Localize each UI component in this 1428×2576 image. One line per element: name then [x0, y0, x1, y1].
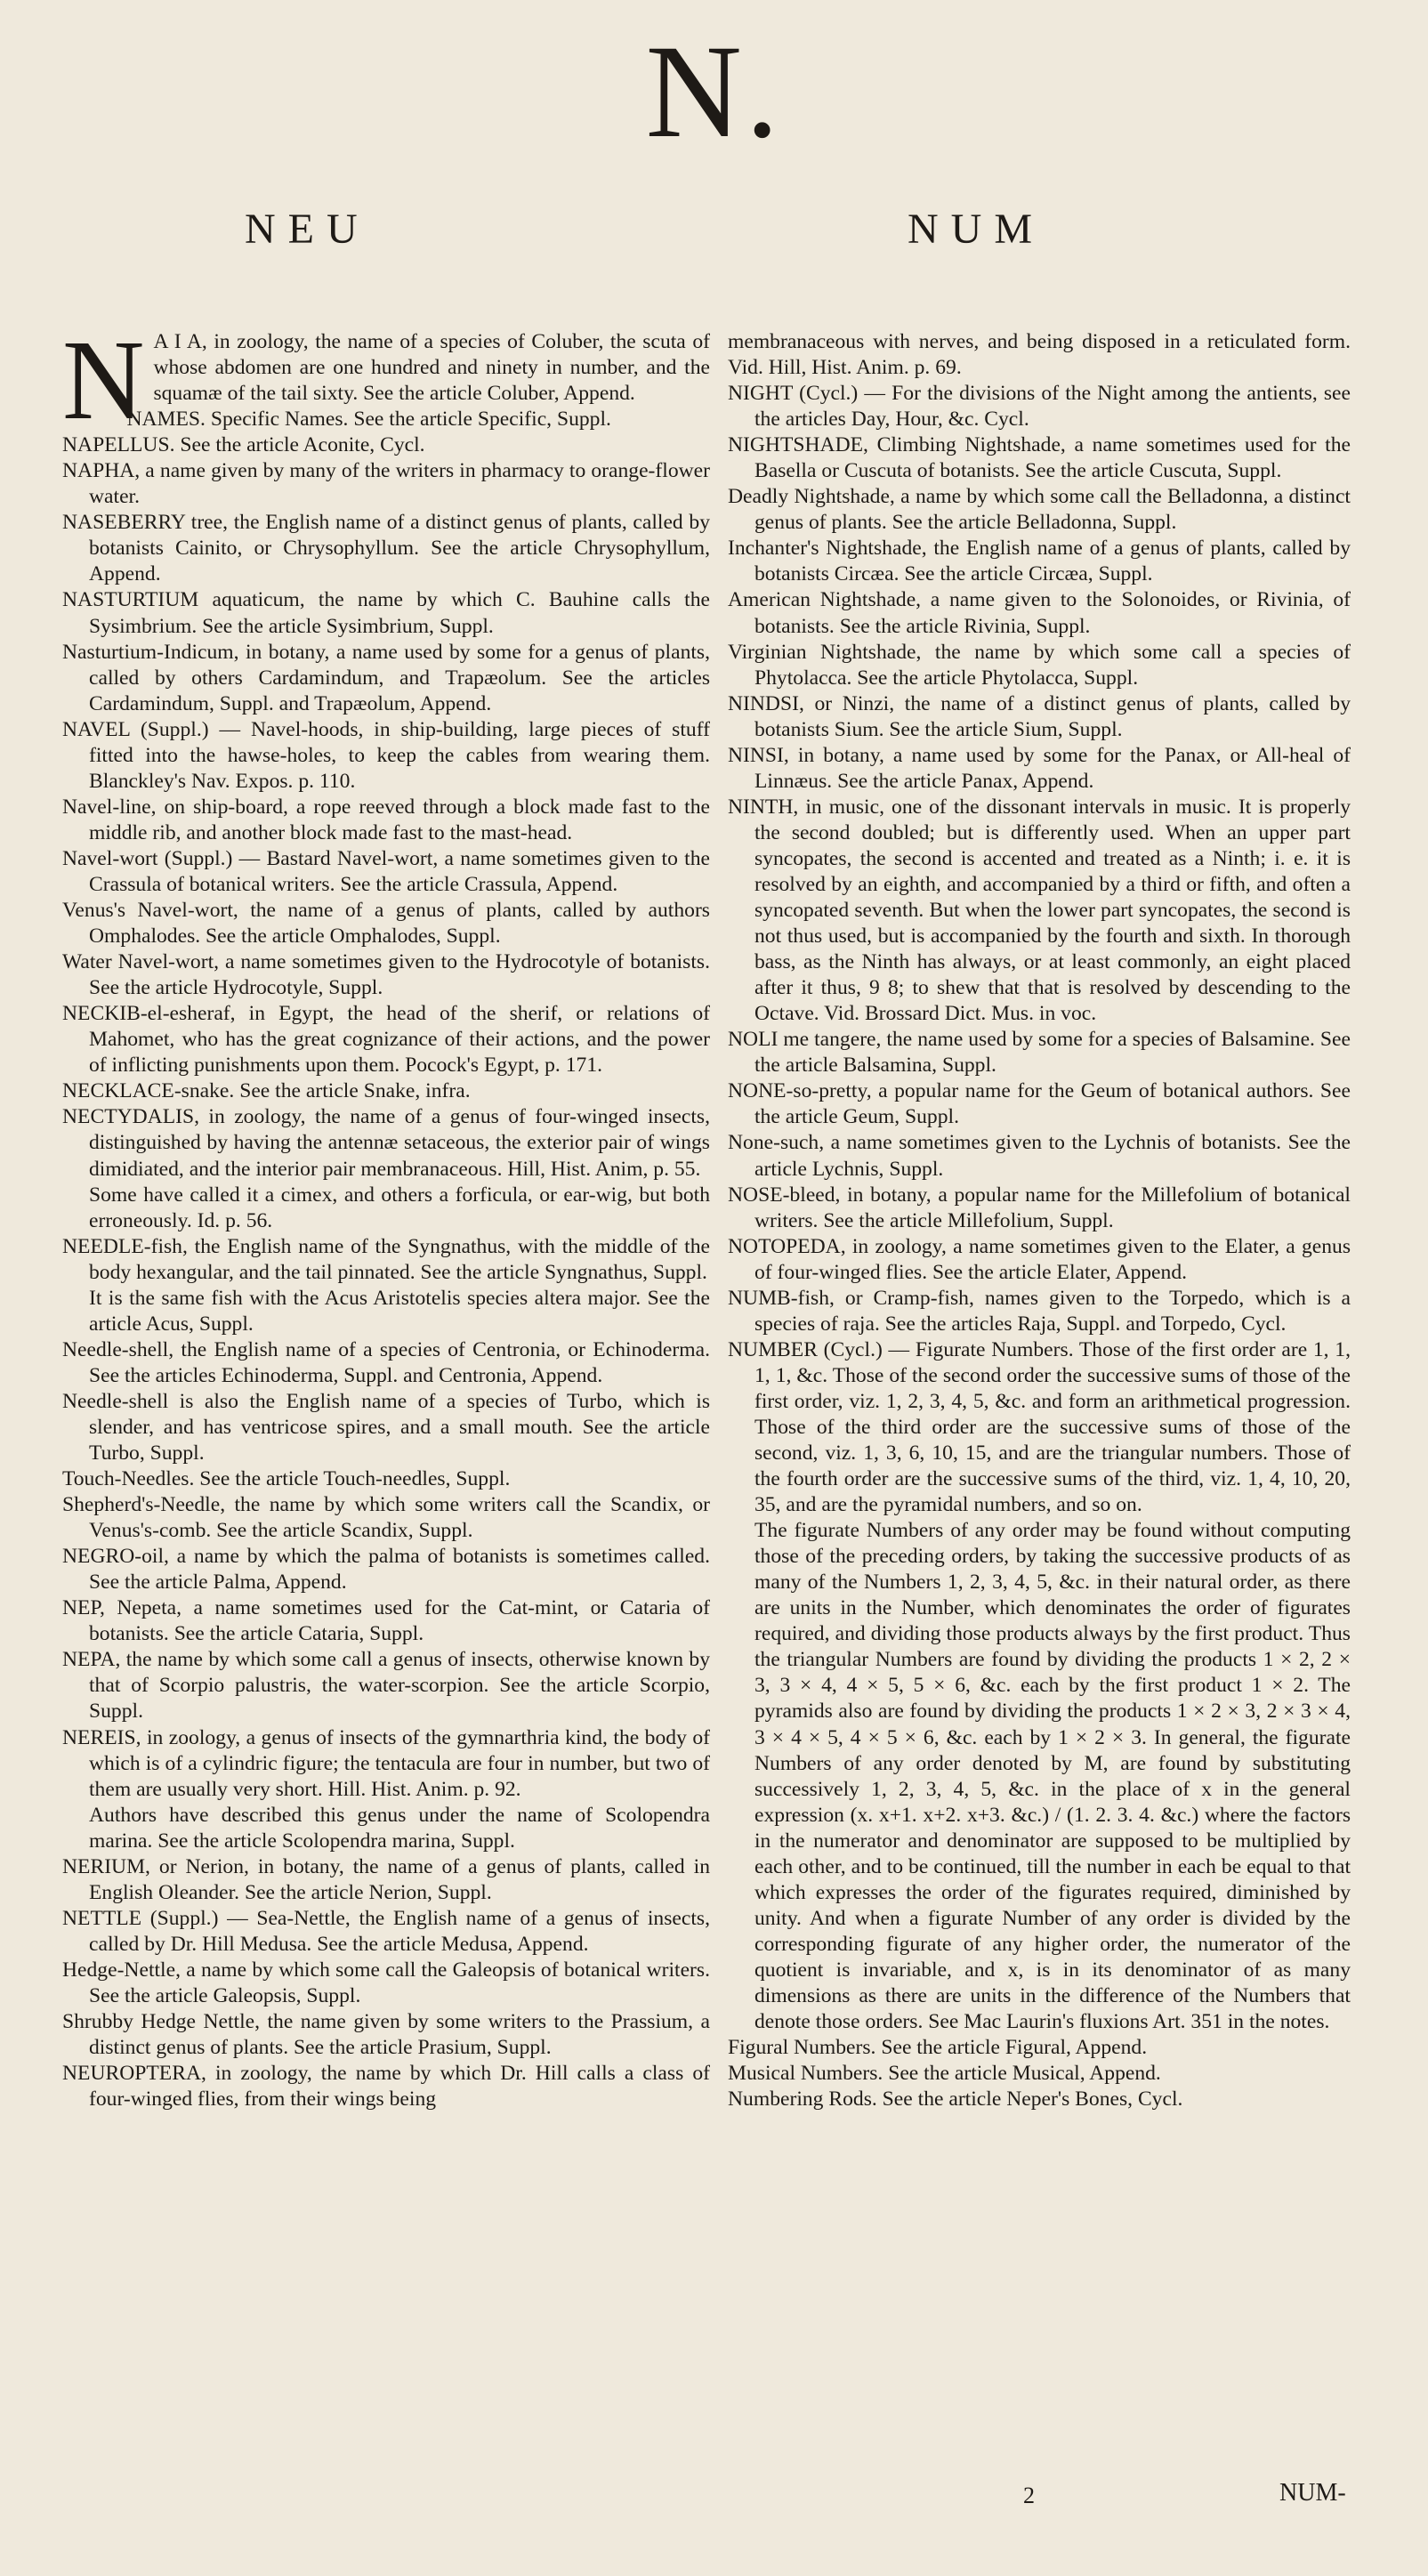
- dictionary-entry: NETTLE (Suppl.) — Sea-Nettle, the English name of a genus of insects, called by Dr. Hill Medusa. See the article Medusa, Append.: [62, 1906, 710, 1956]
- dictionary-entry: Figural Numbers. See the article Figural, Append.: [728, 2036, 1148, 2060]
- dictionary-entry: Numbering Rods. See the article Neper's Bones, Cycl.: [728, 2087, 1183, 2112]
- dictionary-entry: Authors have described this genus under the name of Scolopendra marina. See the article Scolopendra marina, Suppl.: [89, 1803, 710, 1853]
- dictionary-entry: NUMBER (Cycl.) — Figurate Numbers. Those of the first order are 1, 1, 1, 1, &c. Those of the second order the successive sums of those of the first order, viz. 1, 2, 3, 4, 5, &c. and form an arithmetical progression. Those of the third order are the successive sums of those of the second, viz. 1, 3, 6, 10, 15, and are the triangular numbers. Those of the fourth order are the successive sums of the third, viz. 1, 4, 10, 20, 35, and are the pyramidal numbers, and so on.: [728, 1337, 1351, 1517]
- dictionary-entry: Shepherd's-Needle, the name by which some writers call the Scandix, or Venus's-comb. See the article Scandix, Suppl.: [62, 1493, 710, 1543]
- dictionary-entry: NEREIS, in zoology, a genus of insects of the gymnarthria kind, the body of which is of a cylindric figure; the tentacula are four in number, but two of them are usually very short. Hill. Hist. Anim. p. 92.: [62, 1725, 710, 1801]
- dictionary-entry: It is the same fish with the Acus Aristotelis species altera major. See the article Acus, Suppl.: [89, 1286, 710, 1336]
- dictionary-entry: Touch-Needles. See the article Touch-needles, Suppl.: [62, 1467, 511, 1491]
- dictionary-entry: Virginian Nightshade, the name by which some call a species of Phytolacca. See the article Phytolacca, Suppl.: [728, 640, 1351, 690]
- dictionary-entry: NINTH, in music, one of the dissonant intervals in music. It is properly the second doubled; but is differently used. When an upper part syncopates, the second is accented and treated as a Ninth; i. e. it is resolved by an eighth, and accompanied by a third or fifth, and often a syncopated seventh. But when the lower part syncopates, the second is not thus used, but is accompanied by the fourth and sixth. In thorough bass, as the Ninth has always, or at least commonly, an eight placed after it thus, 9 8; to shew that that is resolved by descending to the Octave. Vid. Brossard Dict. Mus. in voc.: [728, 795, 1351, 1026]
- dictionary-entry: Nasturtium-Indicum, in botany, a name used by some for a genus of plants, called by others Cardamindum, and Trapæolum. See the articles Cardamindum, Suppl. and Trapæolum, Append.: [62, 640, 710, 715]
- right-column: [728, 329, 1351, 2500]
- dictionary-entry: The figurate Numbers of any order may be found without computing those of the preceding orders, by taking the successive products of as many of the Numbers 1, 2, 3, 4, 5, &c. in their natural order, as there are units in the Number, which denominates the order of figurates required, and dividing those products always by the first product. Thus the triangular Numbers are found by dividing the products 1 × 2, 2 × 3, 3 × 4, 4 × 5, 5 × 6, &c. each by the first product 1 × 2. The pyramids also are found by dividing the products 1 × 2 × 3, 2 × 3 × 4, 3 × 4 × 5, 4 × 5 × 6, &c. each by 1 × 2 × 3. In general, the figurate Numbers of any order denoted by M, are found by substituting successively 1, 2, 3, 4, 5, &c. in the place of x in the general expression (x. x+1. x+2. x+3. &c.) / (1. 2. 3. 4. &c.) where the factors in the numerator and denominator are supposed to be multiplied by each other, and to be continued, till the number in each be equal to that which expresses the order of the figurates required, diminished by unity. And when a figurate Number of any order is divided by the corresponding figurate of any higher order, the numerator of the quotient is invariable, and x, is in its denominator of as many dimensions as there are units in the difference of the Numbers that denote those orders. See Mac Laurin's fluxions Art. 351 in the notes.: [754, 1519, 1351, 2034]
- dictionary-entry: NUMB-fish, or Cramp-fish, names given to the Torpedo, which is a species of raja. See the articles Raja, Suppl. and Torpedo, Cycl.: [728, 1286, 1351, 1336]
- left-column: [62, 329, 710, 2500]
- dictionary-entry: Deadly Nightshade, a name by which some call the Belladonna, a distinct genus of plants. See the article Belladonna, Suppl.: [728, 485, 1351, 535]
- entry-text: A I A, in zoology, the name of a species of Coluber, the scuta of whose abdomen are one hundred and ninety in number, and the squamæ of the tail sixty. See the article Coluber, Append.: [153, 330, 710, 406]
- dictionary-entry: NIGHTSHADE, Climbing Nightshade, a name sometimes used for the Basella or Cuscuta of botanists. See the article Cuscuta, Suppl.: [728, 433, 1351, 483]
- dictionary-entry: NINDSI, or Ninzi, the name of a distinct genus of plants, called by botanists Sium. See the article Sium, Suppl.: [728, 691, 1351, 741]
- dictionary-entry: Musical Numbers. See the article Musical, Append.: [728, 2062, 1161, 2086]
- dictionary-entry: NASTURTIUM aquaticum, the name by which C. Bauhine calls the Sysimbrium. See the article Sysimbrium, Suppl.: [62, 588, 710, 638]
- running-head-right: NUM: [908, 206, 1045, 253]
- catchword: NUM-: [1279, 2479, 1346, 2507]
- dictionary-entry: NEUROPTERA, in zoology, the name by which Dr. Hill calls a class of four-winged flies, from their wings being: [62, 2062, 710, 2112]
- signature-mark: 2: [1023, 2483, 1035, 2508]
- dictionary-entry: NECKLACE-snake. See the article Snake, infra.: [62, 1079, 471, 1103]
- dictionary-entry: Water Navel-wort, a name sometimes given to the Hydrocotyle of botanists. See the article Hydrocotyle, Suppl.: [62, 950, 710, 1000]
- dictionary-entry: NEGRO-oil, a name by which the palma of botanists is sometimes called. See the article Palma, Append.: [62, 1545, 710, 1595]
- dictionary-entry: Some have called it a cimex, and others a forficula, or ear-wig, but both erroneously. Id. p. 56.: [89, 1183, 710, 1232]
- dictionary-entry: NAMES. Specific Names. See the article Specific, Suppl.: [126, 408, 611, 432]
- dictionary-entry: Hedge-Nettle, a name by which some call the Galeopsis of botanical writers. See the article Galeopsis, Suppl.: [62, 1958, 710, 2007]
- dictionary-entry: NOLI me tangere, the name used by some for a species of Balsamine. See the article Balsamina, Suppl.: [728, 1028, 1351, 1078]
- dictionary-entry: NINSI, in botany, a name used by some for the Panax, or All-heal of Linnæus. See the article Panax, Append.: [728, 743, 1351, 793]
- dictionary-entry: NAPHA, a name given by many of the writers in pharmacy to orange-flower water.: [62, 459, 710, 509]
- dictionary-entry: NONE-so-pretty, a popular name for the Geum of botanical authors. See the article Geum, Suppl.: [728, 1079, 1351, 1129]
- dictionary-entry: Navel-line, on ship-board, a rope reeved through a block made fast to the middle rib, and another block made fast to the mast-head.: [62, 795, 710, 844]
- dictionary-entry: NEEDLE-fish, the English name of the Syngnathus, with the middle of the body hexangular, and the tail pinnated. See the article Syngnathus, Suppl.: [62, 1234, 710, 1284]
- dictionary-entry: NECTYDALIS, in zoology, the name of a genus of four-winged insects, distinguished by having the antennæ setaceous, the exterior pair of wings dimidiated, and the interior pair membranaceous. Hill, Hist. Anim, p. 55.: [62, 1105, 710, 1181]
- dictionary-entry: Needle-shell, the English name of a species of Centronia, or Echinoderma. See the articles Echinoderma, Suppl. and Centronia, Append.: [62, 1337, 710, 1387]
- dictionary-entry: NAVEL (Suppl.) — Navel-hoods, in ship-building, large pieces of stuff fitted into the hawse-holes, to keep the cables from wearing them. Blanckley's Nav. Expos. p. 110.: [62, 717, 710, 793]
- dictionary-entry: NIGHT (Cycl.) — For the divisions of the Night among the antients, see the articles Day, Hour, &c. Cycl.: [728, 382, 1351, 432]
- dictionary-entry: NOSE-bleed, in botany, a popular name for the Millefolium of botanical writers. See the article Millefolium, Suppl.: [728, 1183, 1351, 1232]
- dictionary-entry: NECKIB-el-esheraf, in Egypt, the head of the sherif, or relations of Mahomet, who has the great cognizance of their actions, and the power of inflicting punishments upon them. Pocock's Egypt, p. 171.: [62, 1002, 710, 1078]
- dictionary-entry: None-such, a name sometimes given to the Lychnis of botanists. See the article Lychnis, Suppl.: [728, 1131, 1351, 1181]
- section-letter: N.: [645, 18, 783, 166]
- running-head-left: NEU: [245, 206, 370, 253]
- dictionary-entry: NEPA, the name by which some call a genus of insects, otherwise known by that of Scorpio palustris, the water-scorpion. See the article Scorpio, Suppl.: [62, 1648, 710, 1724]
- dictionary-entry: membranaceous with nerves, and being disposed in a reticulated form. Vid. Hill, Hist. Anim. p. 69.: [728, 330, 1351, 380]
- dictionary-entry: Needle-shell is also the English name of a species of Turbo, which is slender, and has ventricose spires, and a small mouth. See the article Turbo, Suppl.: [62, 1389, 710, 1466]
- dictionary-entry: American Nightshade, a name given to the Solonoides, or Rivinia, of botanists. See the article Rivinia, Suppl.: [728, 588, 1351, 638]
- dictionary-entry: Navel-wort (Suppl.) — Bastard Navel-wort, a name sometimes given to the Crassula of botanical writers. See the article Crassula, Append.: [62, 846, 710, 896]
- dictionary-entry: Inchanter's Nightshade, the English name of a genus of plants, called by botanists Circæa. See the article Circæa, Suppl.: [728, 537, 1351, 586]
- dictionary-entry: NERIUM, or Nerion, in botany, the name of a genus of plants, called in English Oleander. See the article Nerion, Suppl.: [62, 1854, 710, 1904]
- dictionary-entry: Shrubby Hedge Nettle, the name given by some writers to the Prassium, a distinct genus of plants. See the article Prasium, Suppl.: [62, 2010, 710, 2060]
- dictionary-entry: NASEBERRY tree, the English name of a distinct genus of plants, called by botanists Cainito, or Chrysophyllum. See the article Chrysophyllum, Append.: [62, 511, 710, 586]
- drop-cap: N: [62, 329, 145, 443]
- dictionary-entry: NOTOPEDA, in zoology, a name sometimes given to the Elater, a genus of four-winged flies. See the article Elater, Append.: [728, 1234, 1351, 1284]
- dictionary-entry: NAPELLUS. See the article Aconite, Cycl.: [62, 433, 425, 457]
- dictionary-entry: NEP, Nepeta, a name sometimes used for the Cat-mint, or Cataria of botanists. See the article Cataria, Suppl.: [62, 1596, 710, 1646]
- dictionary-entry: Venus's Navel-wort, the name of a genus of plants, called by authors Omphalodes. See the article Omphalodes, Suppl.: [62, 899, 710, 949]
